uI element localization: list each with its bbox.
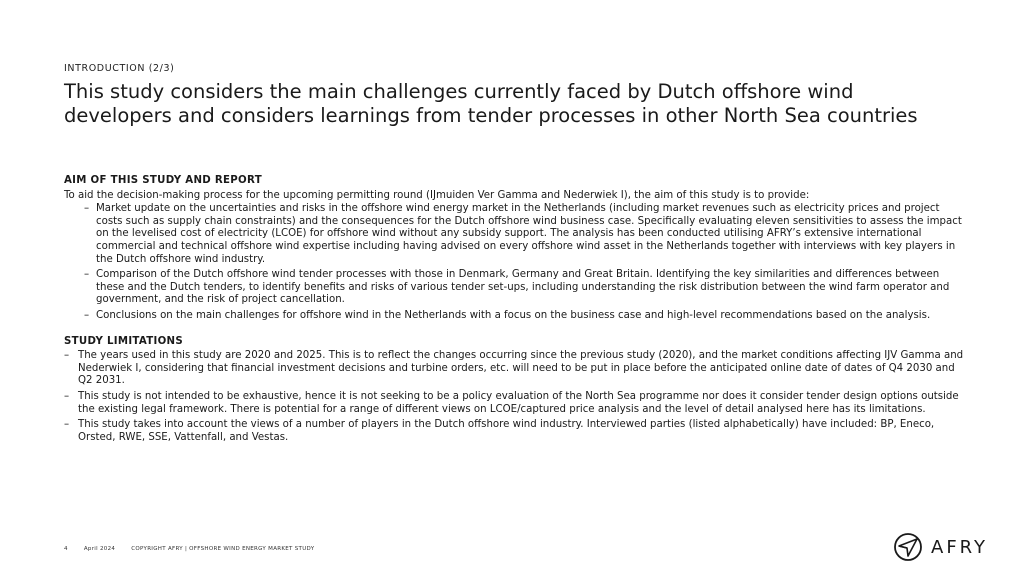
page-number: 4 <box>64 546 68 552</box>
aim-item-3: – Conclusions on the main challenges for offshore wind in the Netherlands with a focus on the business case and high-level recommendations based on the analysis. <box>64 310 964 323</box>
aim-list <box>64 203 964 322</box>
limitation-item-3: – This study takes into account the views of a number of players in the Dutch offshore wind industry. Interviewed parties (listed alphabetically) have included: BP, Eneco, Orsted, RWE, SSE, Vattenfall, and Vestas. <box>64 419 964 444</box>
limitations-heading: STUDY LIMITATIONS <box>64 335 184 347</box>
body-content <box>64 175 964 447</box>
section-kicker: INTRODUCTION (2/3) <box>64 63 175 74</box>
afry-logo <box>893 530 988 564</box>
limitation-item-2: – This study is not intended to be exhaustive, hence it is not seeking to be a policy evaluation of the North Sea programme nor does it consider tender design options outside the existing legal framework. There is potential for a range of different views on LCOE/captured price analysis and the level of detail analysed here has its limitations. <box>64 391 964 416</box>
footer <box>64 546 328 552</box>
limitations-list <box>64 350 964 444</box>
afry-logo-text: AFRY <box>931 536 989 558</box>
footer-date: April 2024 <box>83 546 116 552</box>
aim-heading: AIM OF THIS STUDY AND REPORT <box>64 175 262 186</box>
footer-copyright: COPYRIGHT AFRY | OFFSHORE WIND ENERGY MARKET STUDY <box>131 546 315 552</box>
aim-item-1: – Market update on the uncertainties and risks in the offshore wind energy market in the Netherlands (including market revenues such as electricity prices and project costs such as supply chain constraints) and the consequences for the Dutch offshore wind business case. Specifically evaluating eleven sensitivities to assess the impact on the levelised cost of electricity (LCOE) for offshore wind without any subsidy support. The analysis has been conducted utilising AFRY’s extensive international commercial and technical offshore wind expertise including having advised on every offshore wind asset in the Netherlands together with interviews with key players in the Dutch offshore wind industry. <box>64 203 964 266</box>
limitation-item-1: – The years used in this study are 2020 and 2025. This is to reflect the changes occurring since the previous study (2020), and the market conditions affecting IJV Gamma and Nederwiek I, considering that financial investment decisions and turbine orders, etc. will need to be put in place before the anticipated online date of dates of Q4 2030 and Q2 2031. <box>64 350 964 388</box>
afry-logo-icon <box>893 532 923 562</box>
page-title: This study considers the main challenges currently faced by Dutch offshore wind developers and considers learnings from tender processes in other North Sea countries <box>64 80 918 127</box>
aim-intro: To aid the decision-making process for the upcoming permitting round (IJmuiden Ver Gamma and Nederwiek I), the aim of this study is to provide: <box>64 189 810 201</box>
aim-item-2: – Comparison of the Dutch offshore wind tender processes with those in Denmark, Germany and Great Britain. Identifying the key similarities and differences between these and the Dutch tenders, to identify benefits and risks of various tender set-ups, including understanding the risk distribution between the wind farm operator and government, and the risk of project cancellation. <box>64 269 964 307</box>
